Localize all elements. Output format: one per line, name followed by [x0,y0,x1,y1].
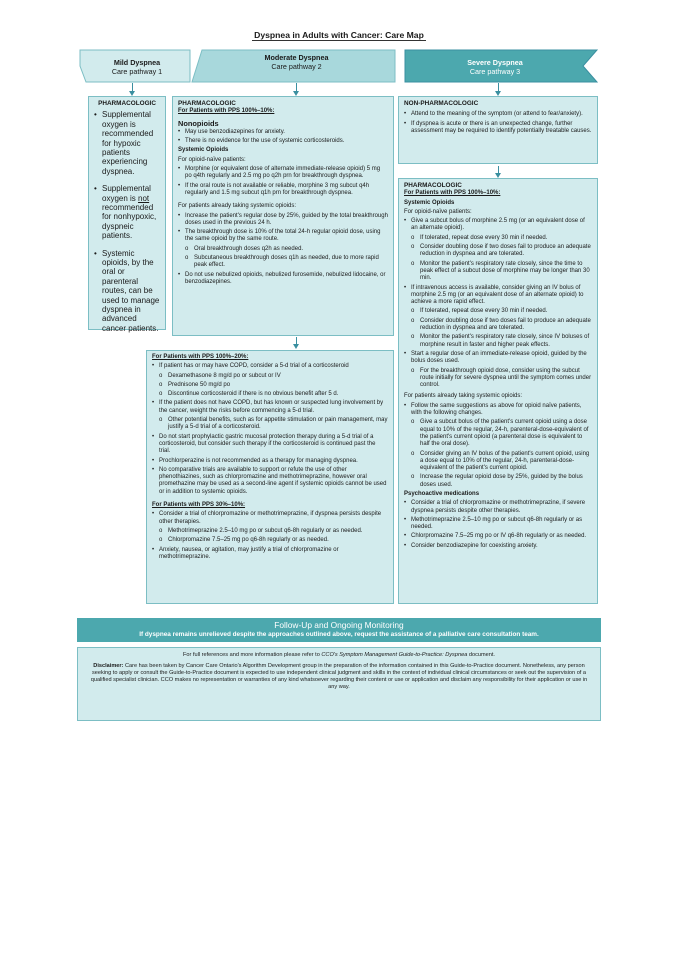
sub-item: o Subcutaneous breakthrough doses q1h as needed, due to more rapid peak effect. [178,255,388,270]
list-item: • Do not start prophylactic gastric mucosal protection therapy during a 5-d trial of a corticosteroid, but consider such therapy if the corticosteroid is continued past the trial. [152,434,388,456]
sub-item: o Monitor the patient's respiratory rate closely, since the time to peak effect of a subcut dose of morphine may be longer than 30 min. [404,261,592,283]
list-item: • Prochlorperazine is not recommended as a therapy for managing dyspnea. [152,458,388,465]
disclaimer: Disclaimer: Care has been taken by Cancer Care Ontario's Algorithm Development group in the preparation of the information contained in this Guide-to-Practice document. Nonetheless, any person seeking to apply or consult the Guide-to-Practice document is expected to use independent clinical judgment and skills in the context of individual clinical circumstances or seek out the supervision of a qualified specialist clinician. CCO makes no representation or warranties of any kind whatsoever regarding their content or use or application and disclaim any responsibility for their application or use in any way. [90,663,588,690]
pps-heading: For Patients with PPS 100%–20%: [152,354,249,360]
sub-item: o If tolerated, repeat dose every 30 min if needed. [404,235,592,242]
page-title: Dyspnea in Adults with Cancer: Care Map [254,30,424,40]
list-item: • Anxiety, nausea, or agitation, may justify a trial of chlorpromazine or methotrimeprazine. [152,547,388,562]
mild-pharmacologic-box [88,96,166,333]
subheading: For opioid-naïve patients: [404,208,472,215]
footer-box [77,647,601,721]
mild-item: • Supplemental oxygen is not recommended for nonhypoxic, dyspneic patients. [94,184,160,240]
subheading: For patients already taking systemic opioids: [178,203,297,210]
arrow-moderate-2-head [293,344,299,349]
list-item: • If the oral route is not available or reliable, morphine 3 mg subcut q4h regularly and 1.5 mg subcut q1h prn for breakthrough dyspnea. [178,183,388,198]
list-item: • Give a subcut bolus of morphine 2.5 mg (or an equivalent dose of an alternate opioid). [404,218,592,233]
moderate-header: Moderate Dyspnea Care pathway 2 [264,53,329,71]
list-item: • Start a regular dose of an immediate-release opioid, guided by the bolus doses used. [404,351,592,366]
subheading: For opioid-naïve patients: [178,156,246,163]
list-item: • No comparative trials are available to support or refute the use of other phenothiazines, such as chlorpromazine and methotrimeprazine, however oral promethazine may be used as a second-line agent if systemic opioids cannot be used or in addition to systemic opioids. [152,467,388,496]
sub-item: o Consider doubling dose if two doses fail to produce an adequate reduction in dyspnea and are tolerated. [404,318,592,333]
mild-heading: PHARMACOLOGIC [98,100,156,107]
list-item: • If patient has or may have COPD, consider a 5-d trial of a corticosteroid [152,363,388,370]
list-item: • Morphine (or equivalent dose of alternate immediate-release opioid) 5 mg po q4th regularly and 2.5 mg po q2h prn for breakthrough dyspnea. [178,166,388,181]
list-item: • Do not use nebulized opioids, nebulized furosemide, nebulized lidocaine, or benzodiazepines. [178,272,388,287]
list-item: • Consider a trial of chlorpromazine or methotrimeprazine, if dyspnea persists despite other therapies. [152,511,388,526]
pps-heading: For Patients with PPS 100%–10%: [178,108,275,115]
sub-item: o Other potential benefits, such as for appetite stimulation or pain management, may justify a 5-d trial of a corticosteroid. [152,417,388,432]
sub-item: o Increase the regular opioid dose by 25%, guided by the bolus doses used. [404,474,592,489]
sub-item: o Discontinue corticosteroid if there is no obvious benefit after 5 d. [152,391,388,398]
moderate-heading: PHARMACOLOGIC [178,100,236,107]
sub-item: o Chlorpromazine 7.5–25 mg po q6-8h regularly or as needed. [152,537,388,544]
list-item: • Chlorpromazine 7.5–25 mg po or IV q6-8h regularly or as needed. [404,533,592,540]
sub-item: o Consider giving an IV bolus of the patient's current opioid, using a dose equal to 10% of the regular, 24-h, parenteral-dose-equivalent of the patient's current opioid. [404,451,592,473]
severe-pharm-heading: PHARMACOLOGIC [404,182,462,189]
reference-note: For full references and more information please refer to CCO's Symptom Management Guide-to-Practice: Dyspnea document. [183,652,495,658]
list-item: • Increase the patient's regular dose by 25%, guided by the total breakthrough doses used in the previous 24 h. [178,213,388,228]
sub-item: o Oral breakthrough doses q2h as needed. [178,246,388,253]
list-item: • Follow the same suggestions as above for opioid naïve patients, with the following changes. [404,403,592,418]
sub-item: o Monitor the patient's respiratory rate closely, since IV boluses of morphine result in faster and higher peak effects. [404,334,592,349]
pps-heading: For Patients with PPS 30%–10%: [152,502,246,509]
list-item: • Consider a trial of chlorpromazine or methotrimeprazine, if severe dyspnea persists despite other therapies. [404,500,592,515]
sub-item: o Prednisone 50 mg/d po [152,382,388,389]
sub-item: o Methotrimeprazine 2.5–10 mg po or subcut q6-8h regularly or as needed. [152,528,388,535]
sub-item: o Dexamethasone 8 mg/d po or subcut or IV [152,373,388,380]
list-item: • Consider benzodiazepine for coexisting anxiety. [404,543,592,550]
severe-header: Severe Dyspnea Care pathway 3 [467,58,523,76]
list-item: • If dyspnea is acute or there is an unexpected change, further assessment may be required to identify potentially treatable causes. [404,121,592,136]
sub-item: o If tolerated, repeat dose every 30 min if needed. [404,308,592,315]
followup-title: Follow-Up and Ongoing Monitoring [274,620,404,630]
mild-header: Mild Dyspnea Care pathway 1 [111,58,163,76]
severe-pharmacologic-box [398,178,598,604]
systemic-opioids-heading: Systemic Opioids [404,199,455,206]
list-item: • If the patient does not have COPD, but has known or suspected lung involvement by the cancer, weight the risks before commencing a 5-d trial. [152,400,388,415]
pps-heading: For Patients with PPS 100%–10%: [404,190,501,197]
followup-banner [77,618,601,642]
psychoactive-heading: Psychoactive medications [404,490,480,497]
sub-item: o Give a subcut bolus of the patient's current opioid using a dose equal to 10% of the regular, 24-h, parenteral-dose-equivalent of the patient's current opioid (a parenteral dose is equivalent to half the oral dose). [404,419,592,448]
moderate-corticosteroid-box [146,350,394,604]
mild-item: • Supplemental oxygen is recommended for hypoxic patients experiencing dyspnea. [94,110,160,176]
mild-item: • Systemic opioids, by the oral or parenteral routes, can be used to manage dyspnea in advanced cancer patients. [94,249,160,334]
followup-text: If dyspnea remains unrelieved despite the approaches outlined above, request the assistance of a palliative care consultation team. [139,631,539,638]
list-item: • There is no evidence for the use of systemic corticosteroids. [178,138,388,145]
list-item: • May use benzodiazepines for anxiety. [178,129,388,136]
moderate-pharmacologic-box [172,96,394,336]
systemic-opioids-heading: Systemic Opioids [178,147,229,154]
list-item: • The breakthrough dose is 10% of the total 24-h regular opioid dose, using the same opioid by the same route. [178,229,388,244]
severe-nonpharmacologic-box [398,96,598,164]
sub-item: o Consider doubling dose if two doses fail to produce an adequate reduction in dyspnea and are tolerated. [404,244,592,259]
list-item: • Attend to the meaning of the symptom (or attend to fear/anxiety). [404,111,592,118]
list-item: • Methotrimeprazine 2.5–10 mg po or subcut q6-8h regularly or as needed. [404,517,592,532]
list-item: • If intravenous access is available, consider giving an IV bolus of morphine 2.5 mg (or an equivalent dose of an alternate opioid) to achieve a more rapid effect. [404,285,592,307]
subheading: For patients already taking systemic opioids: [404,393,523,400]
sub-item: o For the breakthrough opioid dose, consider using the subcut route initially for severe dyspnea until the symptom comes under control. [404,368,592,390]
nonopioids-heading: Nonopioids [178,118,219,128]
severe-nonpharm-heading: NON-PHARMACOLOGIC [404,100,479,107]
